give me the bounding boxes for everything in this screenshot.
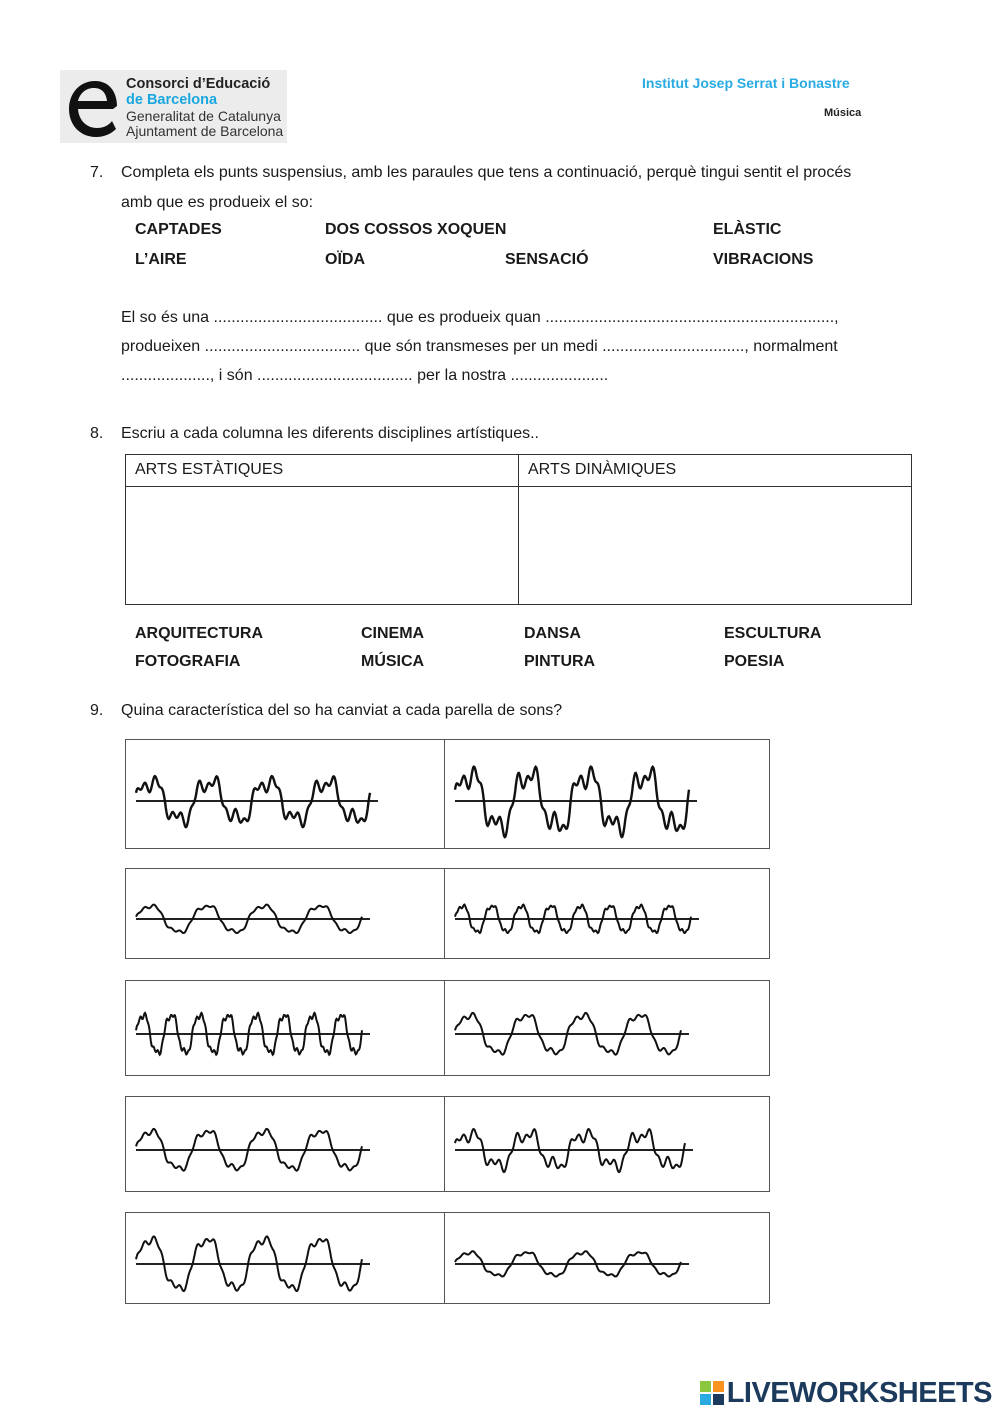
logo-text-line4: Ajuntament de Barcelona: [126, 123, 284, 139]
consorci-logo-icon: [66, 73, 118, 139]
q7-fill-line3: ...................., i són ................................... per la nostra ......................: [121, 367, 609, 384]
sound-wave-icon: [126, 1097, 444, 1191]
sound-wave-icon: [126, 981, 444, 1075]
q7-word: VIBRACIONS: [713, 251, 814, 268]
wave-pair-box: [125, 868, 770, 959]
liveworksheets-wordmark: LIVEWORKSHEETS: [726, 1376, 992, 1409]
q7-word: OÏDA: [325, 251, 365, 268]
q9-text: Quina característica del so ha canviat a cada parella de sons?: [121, 702, 563, 719]
sound-wave-icon: [445, 1097, 763, 1191]
q9-number: 9.: [90, 702, 104, 719]
school-name: Institut Josep Serrat i Bonastre: [642, 75, 850, 91]
q7-fill-line2: produeixen ................................... que són transmeses per un medi ................................, normalment: [121, 338, 838, 355]
liveworksheets-brand: [700, 1378, 992, 1408]
q8-word: FOTOGRAFIA: [135, 653, 241, 670]
q7-word: CAPTADES: [135, 221, 222, 238]
wave-pair-box: [125, 1212, 770, 1304]
sound-wave-icon: [126, 740, 444, 848]
col-header-static-arts: ARTS ESTÀTIQUES: [126, 455, 519, 487]
q7-fill-line1: El so és una ...................................... que es produeix quan .................................................................,: [121, 309, 839, 326]
col-header-dynamic-arts: ARTS DINÀMIQUES: [519, 455, 912, 487]
sound-wave-icon: [445, 1213, 763, 1303]
logo-text-line2: de Barcelona: [126, 92, 218, 108]
wave-pair-box: [125, 1096, 770, 1192]
q8-word: CINEMA: [361, 625, 425, 642]
q8-word: MÚSICA: [361, 653, 425, 670]
sound-wave-icon: [445, 740, 763, 848]
q7-word: ELÀSTIC: [713, 221, 782, 238]
arts-table: [125, 454, 912, 605]
wave-pair-box: [125, 739, 770, 849]
q8-word: ESCULTURA: [724, 625, 822, 642]
q7-text-line2: amb que es produeix el so:: [121, 194, 314, 211]
q8-number: 8.: [90, 425, 104, 442]
logo-text-line3: Generalitat de Catalunya: [126, 108, 281, 124]
q8-word: POESIA: [724, 653, 785, 670]
q8-word: PINTURA: [524, 653, 596, 670]
q7-text-line1: Completa els punts suspensius, amb les paraules que tens a continuació, perquè tingui sentit el procés: [121, 164, 852, 181]
q8-word: ARQUITECTURA: [135, 625, 263, 642]
q7-word: L’AIRE: [135, 251, 187, 268]
sound-wave-icon: [445, 981, 763, 1075]
q8-word: DANSA: [524, 625, 581, 642]
subject-name: Música: [824, 107, 862, 119]
static-arts-answer-cell[interactable]: [126, 487, 519, 605]
wave-pair-box: [125, 980, 770, 1076]
sound-wave-icon: [126, 1213, 444, 1303]
dynamic-arts-answer-cell[interactable]: [519, 487, 912, 605]
liveworksheets-logo-icon: [700, 1381, 724, 1405]
sound-wave-icon: [445, 869, 763, 958]
sound-wave-icon: [126, 869, 444, 958]
q7-number: 7.: [90, 164, 104, 181]
q7-word: DOS COSSOS XOQUEN: [325, 221, 507, 238]
q7-word: SENSACIÓ: [505, 251, 589, 268]
logo-text-line1: Consorci d’Educació: [126, 76, 271, 92]
q8-text: Escriu a cada columna les diferents disciplines artístiques..: [121, 425, 539, 442]
